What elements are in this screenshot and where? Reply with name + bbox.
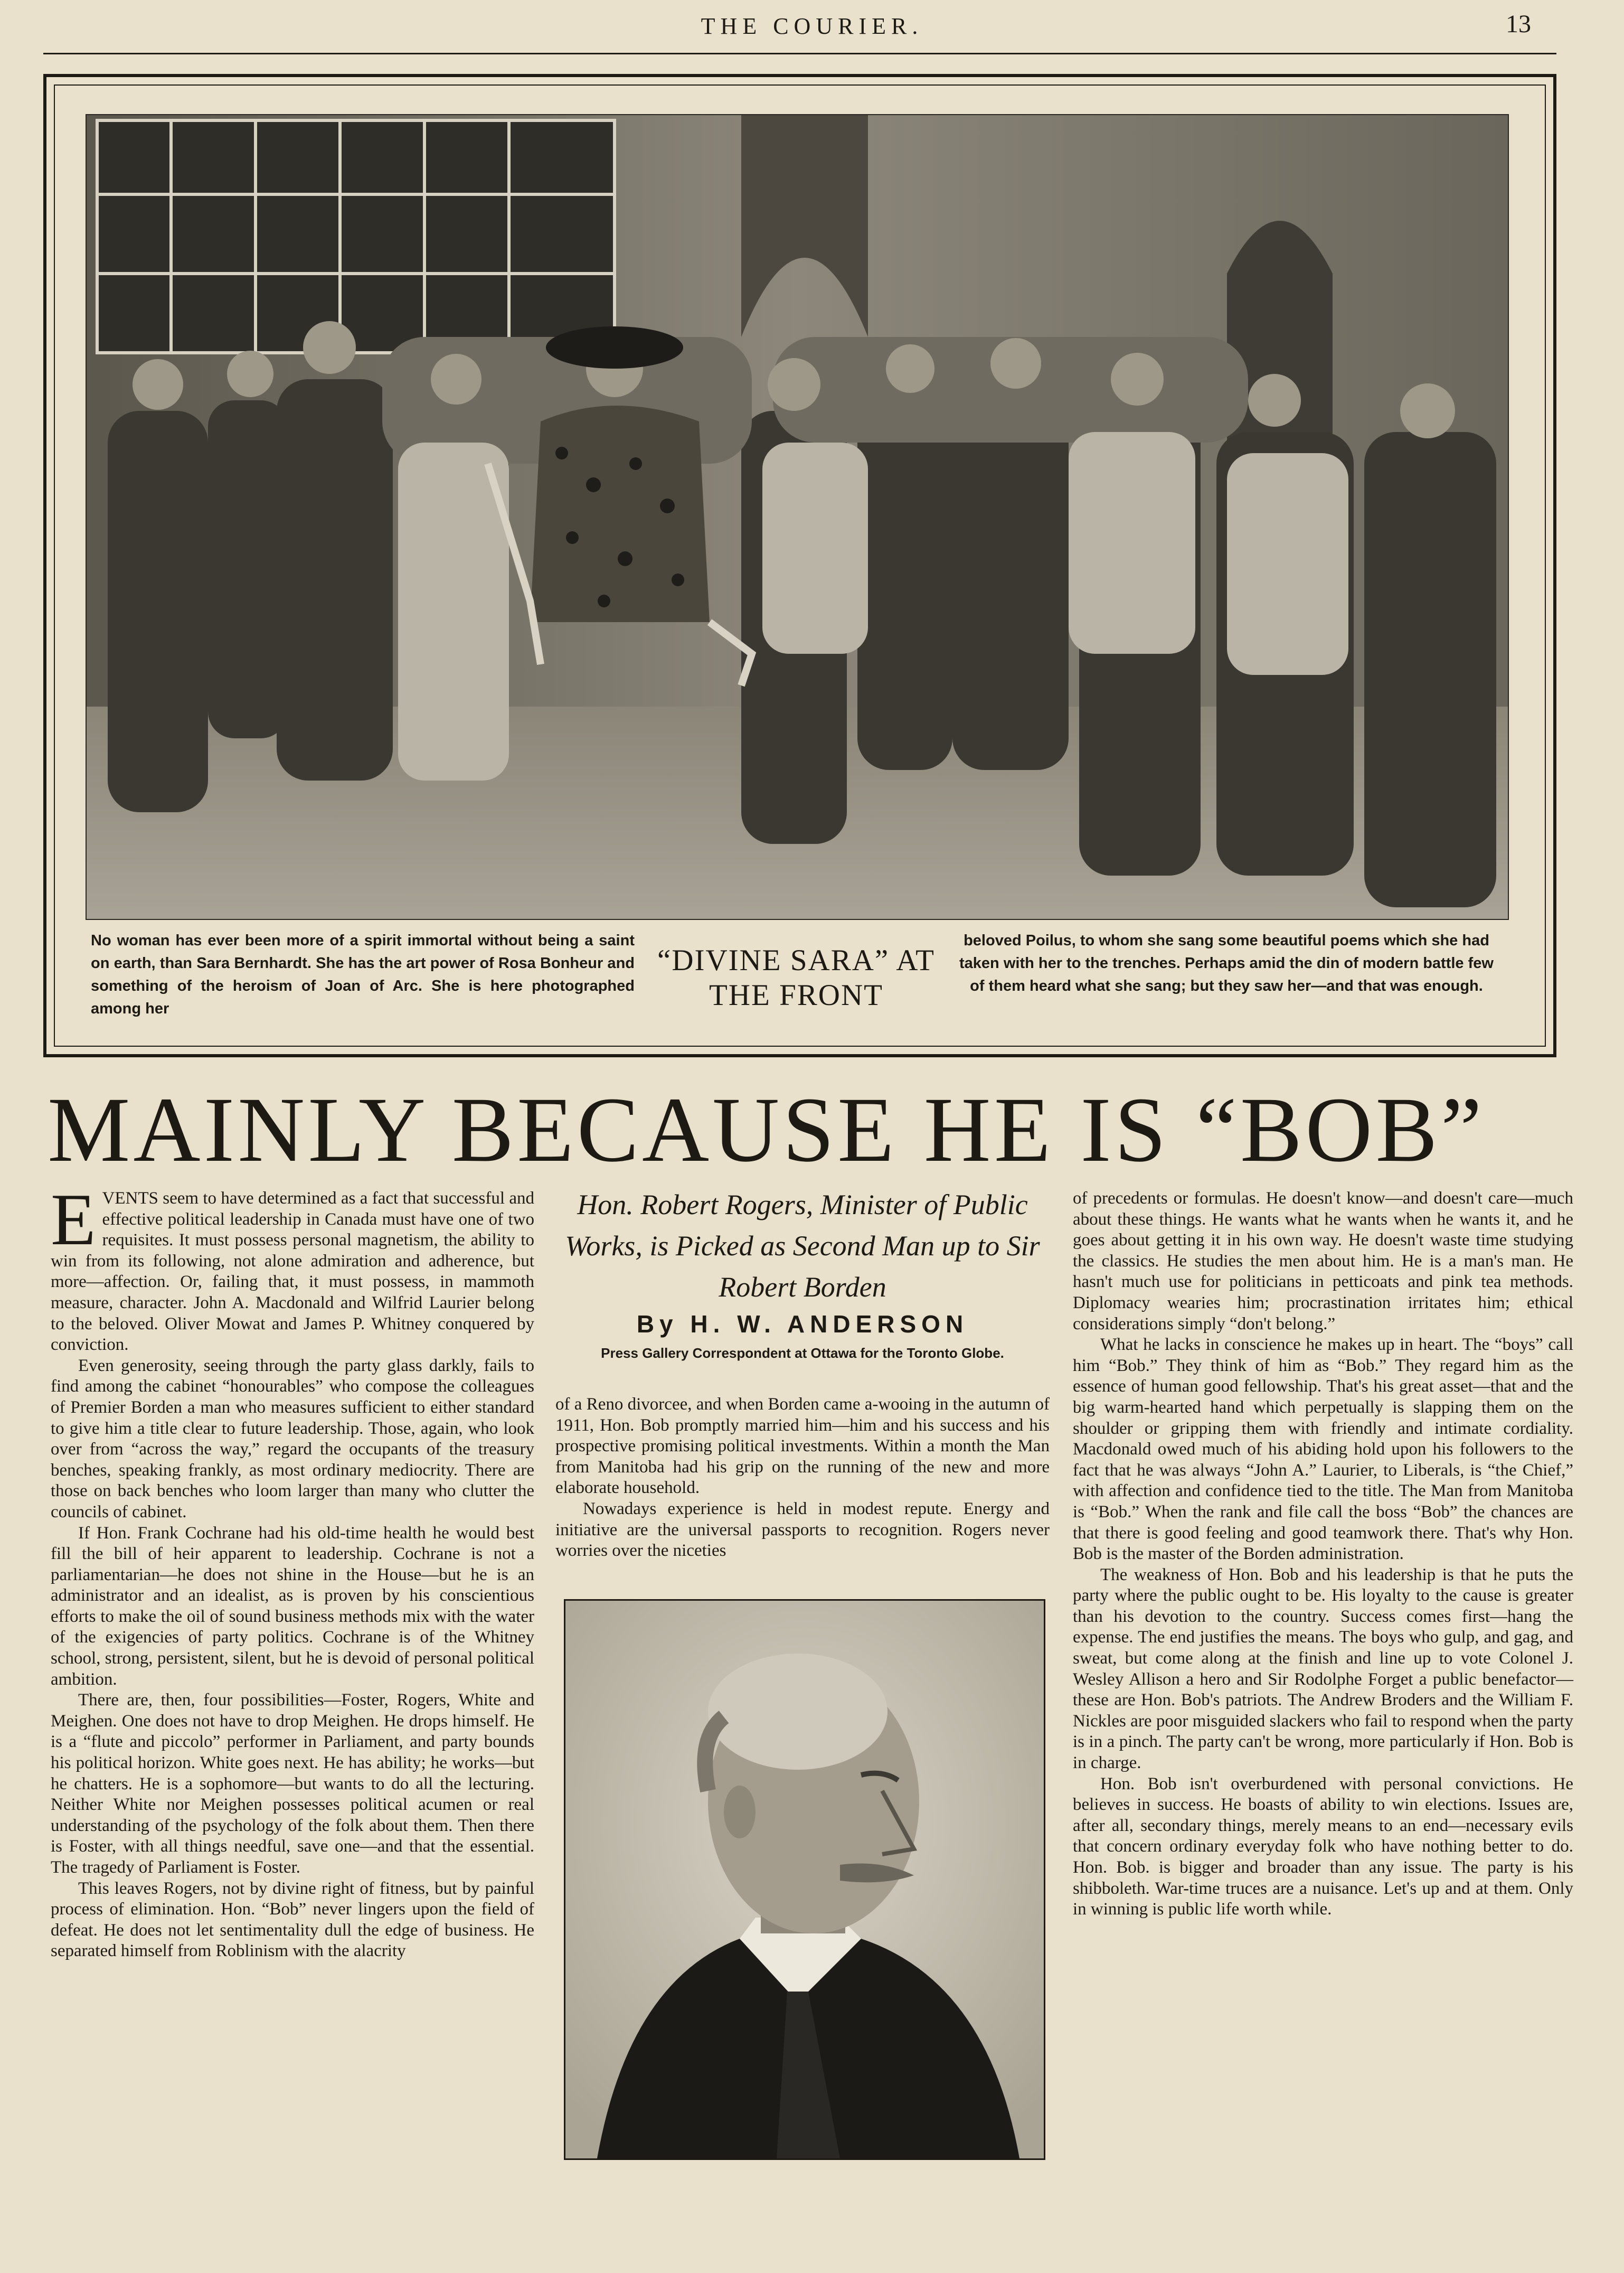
photo-caption-left: No woman has ever been more of a spirit immortal without being a saint on earth, than Sara Bernhardt. She has the art power of Rosa Bonheur and something of the heroism of Joan of Arc. She is here photographed among her	[91, 932, 635, 1017]
article-paragraph	[51, 1179, 534, 1356]
robert-rogers-portrait	[564, 1599, 1045, 2160]
article-column-right	[1073, 1188, 1573, 1920]
page-number: 13	[1506, 10, 1531, 38]
article-byline-credit: Press Gallery Correspondent at Ottawa for the Toronto Globe.	[601, 1345, 1004, 1361]
article-column-left	[51, 1179, 534, 1962]
article-column-middle	[555, 1394, 1050, 1562]
article-paragraph: Even generosity, seeing through the party glass darkly, fails to find among the cabinet “honourables” who compose the colleagues of Premier Borden a man who measures sufficient to either standard to give him a title clear to future leadership. Those, again, who look over from “across the way,” regard the occupants of the treasury benches, speaking frankly, as most ordinary mediocrity. There are those on back benches who loom larger than many who clutter the councils of cabinet.	[51, 1356, 534, 1521]
article-paragraph: What he lacks in conscience he makes up in heart. The “boys” call him “Bob.” They think of him as “Bob.” They regard him as the essence of human good fellowship. That's his great asset—that and the big warm-hearted hand which perpetually is slapping them on the shoulder or gripping them with friendly and intimate cordiality. Macdonald owed much of his abiding hold upon his followers to the fact that he was always “John A.” Laurier, to Liberals, is “the Chief,” with affection and confidence tied to the title. The Man from Manitoba is “Bob.” When the rank and file call the boss “Bob” the chances are that there is good feeling and good teamwork there. That's why Hon. Bob is the master of the Borden administration.	[1073, 1335, 1573, 1564]
photo-caption-right: beloved Poilus, to whom she sang some beautiful poems which she had taken with her to the trenches. Perhaps amid the din of modern battle few of them heard what she sang; but they saw her—and that was enough.	[959, 932, 1494, 994]
article-paragraph: There are, then, four possibilities—Foster, Rogers, White and Meighen. One does not have to drop Meighen. He drops himself. He is a “flute and piccolo” performer in Parliament, and party bounds his political horizon. White goes next. He has ability; he works—but he chatters. He is a sophomore—but wants to do all the lecturing. Neither White nor Meighen possesses political acumen or real understanding of the psychology of the folk about them. Then there is Foster, with all things needful, save one—and that the essential. The tragedy of Parliament is Foster.	[51, 1690, 534, 1877]
photo-feature-title: “DIVINE SARA” AT THE FRONT	[657, 944, 935, 1012]
photo-feature-box	[43, 74, 1556, 1057]
article-paragraph: of precedents or formulas. He doesn't know—and doesn't care—much about these things. He wants what he wants when he wants it, and he goes about getting it in his own way. He doesn't waste time studying the classics. He studies the men about him. He is a man's man. He hasn't much use for politicians in petticoats and pink tea methods. Diplomacy wearies him; procrastination irritates him; ethical considerations simply “don't belong.”	[1073, 1189, 1573, 1333]
article-paragraph: The weakness of Hon. Bob and his leadership is that he puts the party where the public ought to be. His loyalty to the cause is greater than his devotion to the country. Success comes first—hang the expense. The end justifies the means. The boys who gulp, and gag, and sweat, but come along at the finish and line up to vote Colonel J. Wesley Allison a hero and Sir Rodolphe Forget a public benefactor—these are Hon. Bob's patriots. The Andrew Broders and the William F. Nickles are poor misguided slackers who fail to respond when the party is in a pinch. The party can't be wrong, more particularly if Hon. Bob is in charge.	[1073, 1565, 1573, 1773]
article-paragraph: If Hon. Frank Cochrane had his old-time health he would best fill the bill of heir apparent to leadership. Cochrane is not a parliamentarian—he does not shine in the House—but he is an administrator and an idealist, as is proven by his conscientious efforts to make the oil of sound business methods mix with the water of the exigencies of party politics. Cochrane is of the Whitney school, strong, persistent, silent, but he is devoid of personal political ambition.	[51, 1523, 534, 1689]
article-paragraph: Nowadays experience is held in modest repute. Energy and initiative are the universal passports to recognition. Rogers never worries over the niceties	[555, 1499, 1050, 1561]
drop-cap: E	[51, 1179, 96, 1261]
article-paragraph: Hon. Bob isn't overburdened with personal convictions. He believes in success. He boasts of ability to win elections. Issues are, after all, secondary things, merely means to an end—necessary evils that concern ordinary everyday folk who have nothing better to do. Hon. Bob. is bigger and broader than any issue. The party is his shibboleth. War-time truces are a nuisance. Let's up and at them. Only in winning is public life worth while.	[1073, 1774, 1573, 1919]
article-paragraph-text: VENTS seem to have determined as a fact that successful and effective political leadership in Canada must have one of two requisites. It must possess personal magnetism, the ability to win from its following, not alone admiration and adherence, but more—affection. Or, failing that, it must possess, in mammoth measure, character. John A. Macdonald and Wilfrid Laurier belong to the beloved. Oliver Mowat and James P. Whitney conquered by conviction.	[51, 1189, 534, 1355]
soldiers-group-photo	[86, 114, 1509, 920]
article-paragraph: of a Reno divorcee, and when Borden came a-wooing in the autumn of 1911, Hon. Bob promptly married him—him and his success and his prospective promising political investments. Within a month the Man from Manitoba had his grip on the running of the new and more elaborate household.	[555, 1395, 1050, 1498]
header-rule	[43, 53, 1556, 54]
article-paragraph: This leaves Rogers, not by divine right of fitness, but by painful process of elimination. Hon. “Bob” never lingers upon the field of defeat. He does not let sentimentality dull the edge of business. He separated himself from Roblinism with the alacrity	[51, 1878, 534, 1961]
soldiers-group-photo-drawing	[87, 115, 1508, 919]
article-deck: Hon. Robert Rogers, Minister of Public Works, is Picked as Second Man up to Sir Robert Borden	[565, 1189, 1040, 1303]
article-byline: By H. W. ANDERSON	[636, 1310, 969, 1338]
robert-rogers-portrait-drawing	[565, 1601, 1044, 2158]
article-headline: MAINLY BECAUSE HE IS “BOB”	[48, 1078, 1485, 1181]
publication-title: THE COURIER.	[701, 13, 923, 39]
running-head	[0, 10, 1624, 46]
